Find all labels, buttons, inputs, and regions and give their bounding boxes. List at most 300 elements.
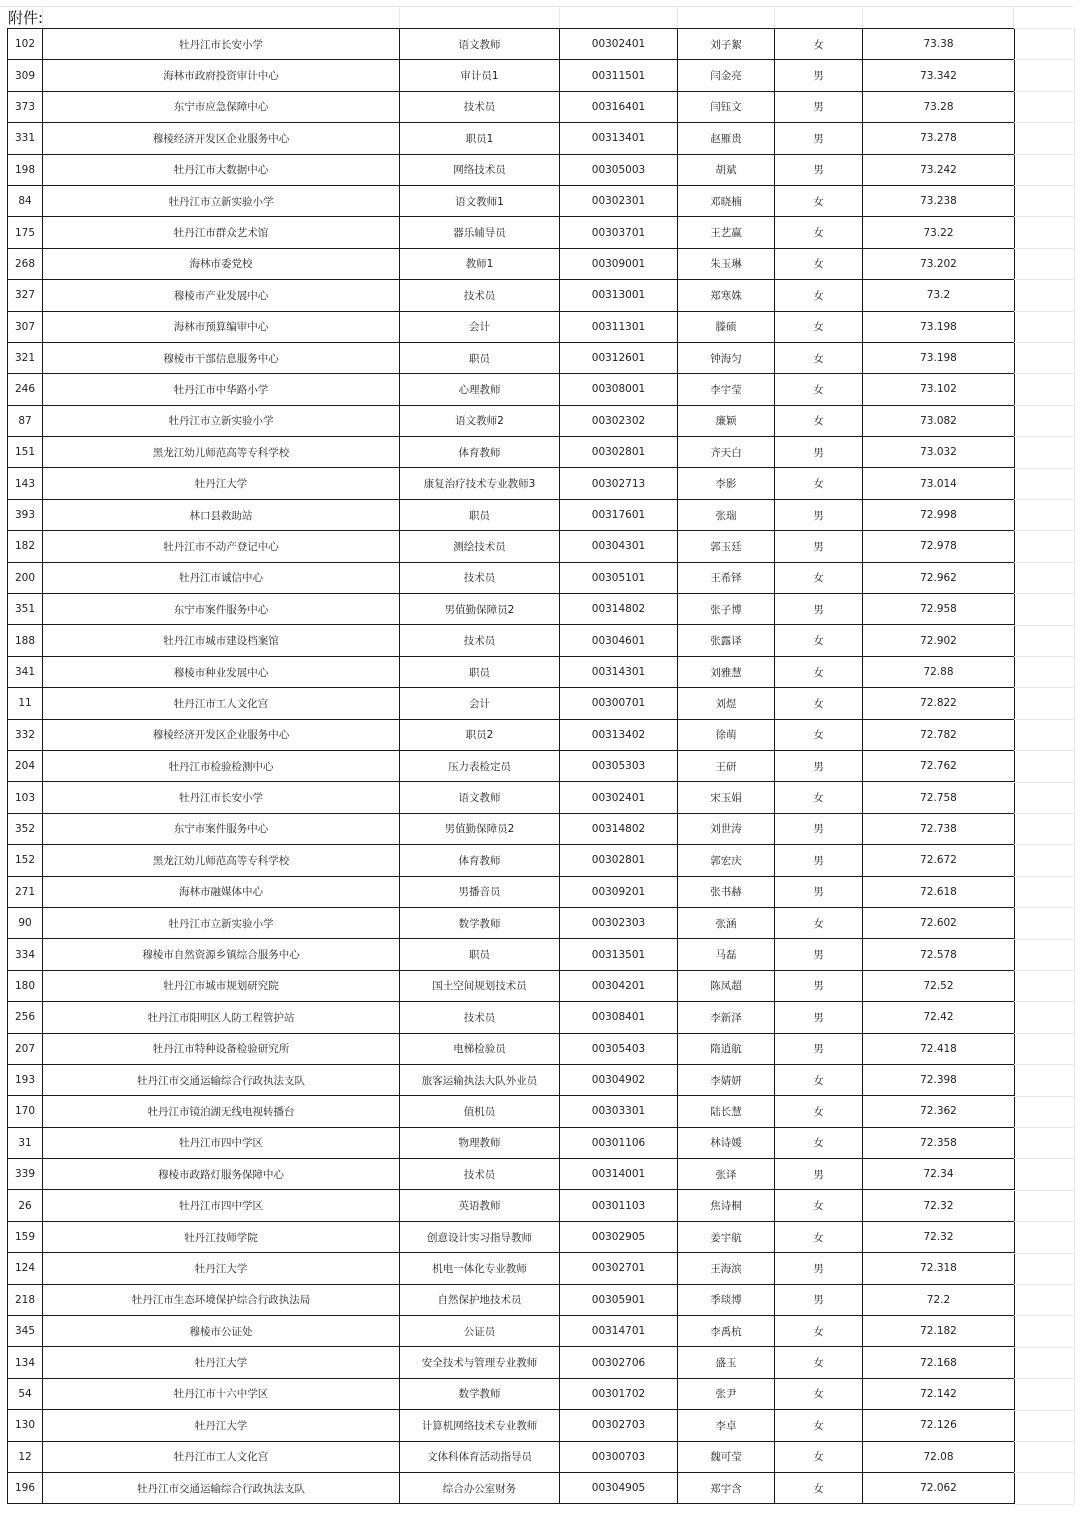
cell-position-code: 00317601 (560, 499, 678, 530)
cell-position: 技术员 (400, 91, 560, 122)
table-row (8, 1284, 1015, 1315)
cell-employer-unit: 牡丹江市生态环境保护综合行政执法局 (43, 1284, 400, 1315)
cell-serial-number: 334 (8, 939, 43, 970)
side-gridline (1014, 436, 1074, 437)
cell-gender: 女 (775, 405, 863, 436)
side-gridline (1014, 91, 1074, 92)
cell-position-code: 00300703 (560, 1441, 678, 1472)
cell-position: 旅客运输执法大队外业员 (400, 1064, 560, 1095)
cell-position-code: 00305403 (560, 1033, 678, 1064)
cell-score: 72.738 (863, 813, 1015, 844)
table-row (8, 374, 1015, 405)
cell-position: 计算机网络技术专业教师 (400, 1410, 560, 1441)
cell-serial-number: 12 (8, 1441, 43, 1472)
cell-score: 72.958 (863, 594, 1015, 625)
cell-position: 男值勤保障员2 (400, 594, 560, 625)
cell-position-code: 00308001 (560, 374, 678, 405)
table-row (8, 1159, 1015, 1190)
results-table (7, 28, 1015, 1504)
cell-position-code: 00304905 (560, 1472, 678, 1503)
cell-score: 73.2 (863, 280, 1015, 311)
cell-score: 73.38 (863, 29, 1015, 60)
cell-candidate-name: 宋玉娟 (678, 782, 775, 813)
cell-serial-number: 103 (8, 782, 43, 813)
cell-employer-unit: 牡丹江市不动产登记中心 (43, 531, 400, 562)
cell-serial-number: 200 (8, 562, 43, 593)
cell-candidate-name: 张尹 (678, 1378, 775, 1409)
cell-serial-number: 256 (8, 1002, 43, 1033)
cell-position: 网络技术员 (400, 154, 560, 185)
table-row (8, 29, 1015, 60)
cell-gender: 女 (775, 1441, 863, 1472)
cell-score: 72.578 (863, 939, 1015, 970)
cell-candidate-name: 赵雁贵 (678, 123, 775, 154)
cell-candidate-name: 闫金亮 (678, 60, 775, 91)
cell-position-code: 00302701 (560, 1253, 678, 1284)
cell-candidate-name: 魏可莹 (678, 1441, 775, 1472)
cell-candidate-name: 李禹杭 (678, 1316, 775, 1347)
cell-serial-number: 207 (8, 1033, 43, 1064)
cell-position: 男播音员 (400, 876, 560, 907)
table-row (8, 1472, 1015, 1503)
cell-gender: 女 (775, 468, 863, 499)
cell-score: 72.32 (863, 1221, 1015, 1252)
side-gridline (1014, 373, 1074, 374)
cell-position-code: 00301103 (560, 1190, 678, 1221)
cell-serial-number: 307 (8, 311, 43, 342)
cell-gender: 男 (775, 1284, 863, 1315)
cell-position-code: 00301106 (560, 1127, 678, 1158)
side-gridline (1014, 1253, 1074, 1254)
side-gridline (1014, 1096, 1074, 1097)
cell-employer-unit: 黑龙江幼儿师范高等专科学校 (43, 845, 400, 876)
table-row (8, 939, 1015, 970)
cell-position-code: 00313501 (560, 939, 678, 970)
cell-position: 职员 (400, 342, 560, 373)
side-gridline (1014, 970, 1074, 971)
cell-gender: 男 (775, 750, 863, 781)
cell-candidate-name: 王研 (678, 750, 775, 781)
cell-candidate-name: 隋逍航 (678, 1033, 775, 1064)
side-gridline (1014, 28, 1074, 29)
side-gridline (1014, 499, 1074, 500)
cell-position: 语文教师 (400, 782, 560, 813)
table-row (8, 531, 1015, 562)
cell-gender: 男 (775, 437, 863, 468)
cell-position-code: 00303301 (560, 1096, 678, 1127)
cell-gender: 男 (775, 970, 863, 1001)
cell-gender: 女 (775, 342, 863, 373)
cell-serial-number: 134 (8, 1347, 43, 1378)
cell-score: 72.602 (863, 907, 1015, 938)
cell-gender: 男 (775, 531, 863, 562)
cell-position: 综合办公室财务 (400, 1472, 560, 1503)
cell-candidate-name: 徐萌 (678, 719, 775, 750)
cell-position-code: 00314301 (560, 656, 678, 687)
table-row (8, 91, 1015, 122)
cell-position: 职员1 (400, 123, 560, 154)
side-gridline (1014, 216, 1074, 217)
cell-position-code: 00305303 (560, 750, 678, 781)
cell-serial-number: 332 (8, 719, 43, 750)
table-row (8, 437, 1015, 468)
cell-score: 73.198 (863, 342, 1015, 373)
cell-gender: 女 (775, 29, 863, 60)
cell-gender: 女 (775, 1472, 863, 1503)
side-gridline (1014, 1441, 1074, 1442)
cell-candidate-name: 李卓 (678, 1410, 775, 1441)
cell-score: 72.762 (863, 750, 1015, 781)
cell-employer-unit: 林口县救助站 (43, 499, 400, 530)
side-gridline (1014, 1190, 1074, 1191)
cell-serial-number: 246 (8, 374, 43, 405)
cell-serial-number: 11 (8, 688, 43, 719)
cell-position-code: 00304601 (560, 625, 678, 656)
cell-serial-number: 339 (8, 1159, 43, 1190)
cell-employer-unit: 海林市融媒体中心 (43, 876, 400, 907)
cell-employer-unit: 牡丹江市诚信中心 (43, 562, 400, 593)
cell-serial-number: 351 (8, 594, 43, 625)
cell-candidate-name: 张瑞 (678, 499, 775, 530)
cell-position-code: 00302303 (560, 907, 678, 938)
cell-serial-number: 26 (8, 1190, 43, 1221)
cell-candidate-name: 陈凤超 (678, 970, 775, 1001)
side-gridline (1014, 562, 1074, 563)
cell-position-code: 00309201 (560, 876, 678, 907)
cell-employer-unit: 牡丹江大学 (43, 1253, 400, 1284)
cell-employer-unit: 牡丹江市工人文化宫 (43, 688, 400, 719)
table-row (8, 782, 1015, 813)
cell-position: 心理教师 (400, 374, 560, 405)
cell-position-code: 00302905 (560, 1221, 678, 1252)
side-gridline (1014, 342, 1074, 343)
cell-employer-unit: 牡丹江市交通运输综合行政执法支队 (43, 1472, 400, 1503)
cell-position-code: 00302302 (560, 405, 678, 436)
cell-position: 公证员 (400, 1316, 560, 1347)
cell-score: 72.358 (863, 1127, 1015, 1158)
cell-position: 语文教师2 (400, 405, 560, 436)
table-row (8, 1253, 1015, 1284)
cell-employer-unit: 牡丹江市立新实验小学 (43, 405, 400, 436)
cell-position-code: 00302401 (560, 29, 678, 60)
cell-position: 物理教师 (400, 1127, 560, 1158)
cell-serial-number: 193 (8, 1064, 43, 1095)
cell-position-code: 00308401 (560, 1002, 678, 1033)
cell-employer-unit: 牡丹江技师学院 (43, 1221, 400, 1252)
cell-gender: 女 (775, 688, 863, 719)
cell-score: 72.062 (863, 1472, 1015, 1503)
cell-gender: 男 (775, 1253, 863, 1284)
cell-position-code: 00314001 (560, 1159, 678, 1190)
cell-candidate-name: 朱玉琳 (678, 248, 775, 279)
cell-employer-unit: 穆棱经济开发区企业服务中心 (43, 123, 400, 154)
cell-serial-number: 188 (8, 625, 43, 656)
cell-score: 72.962 (863, 562, 1015, 593)
cell-gender: 男 (775, 499, 863, 530)
cell-gender: 男 (775, 1159, 863, 1190)
cell-score: 73.342 (863, 60, 1015, 91)
table-row (8, 60, 1015, 91)
cell-score: 72.822 (863, 688, 1015, 719)
cell-position-code: 00316401 (560, 91, 678, 122)
cell-position: 职员 (400, 499, 560, 530)
table-row (8, 562, 1015, 593)
cell-candidate-name: 郭宏庆 (678, 845, 775, 876)
cell-serial-number: 87 (8, 405, 43, 436)
cell-employer-unit: 牡丹江大学 (43, 468, 400, 499)
cell-position: 值机员 (400, 1096, 560, 1127)
cell-gender: 女 (775, 1221, 863, 1252)
cell-candidate-name: 闫钰文 (678, 91, 775, 122)
cell-position-code: 00302401 (560, 782, 678, 813)
table-row (8, 876, 1015, 907)
cell-serial-number: 182 (8, 531, 43, 562)
cell-gender: 女 (775, 719, 863, 750)
cell-serial-number: 143 (8, 468, 43, 499)
cell-employer-unit: 牡丹江市立新实验小学 (43, 907, 400, 938)
cell-candidate-name: 郭玉廷 (678, 531, 775, 562)
side-gridline (1014, 1127, 1074, 1128)
side-gridline (1014, 1472, 1074, 1473)
cell-score: 73.202 (863, 248, 1015, 279)
cell-score: 72.978 (863, 531, 1015, 562)
cell-score: 72.142 (863, 1378, 1015, 1409)
table-row (8, 750, 1015, 781)
cell-candidate-name: 郑宇含 (678, 1472, 775, 1503)
cell-position: 国土空间规划技术员 (400, 970, 560, 1001)
cell-candidate-name: 张涵 (678, 907, 775, 938)
cell-employer-unit: 黑龙江幼儿师范高等专科学校 (43, 437, 400, 468)
cell-gender: 女 (775, 374, 863, 405)
table-row (8, 405, 1015, 436)
cell-serial-number: 124 (8, 1253, 43, 1284)
cell-employer-unit: 穆棱市种业发展中心 (43, 656, 400, 687)
cell-score: 72.398 (863, 1064, 1015, 1095)
cell-position: 会计 (400, 688, 560, 719)
cell-serial-number: 196 (8, 1472, 43, 1503)
cell-employer-unit: 穆棱经济开发区企业服务中心 (43, 719, 400, 750)
cell-gender: 女 (775, 625, 863, 656)
cell-gender: 女 (775, 217, 863, 248)
cell-score: 73.032 (863, 437, 1015, 468)
cell-candidate-name: 郑寒姝 (678, 280, 775, 311)
side-gridline (1014, 719, 1074, 720)
cell-gender: 男 (775, 845, 863, 876)
cell-serial-number: 130 (8, 1410, 43, 1441)
table-row (8, 1096, 1015, 1127)
cell-gender: 女 (775, 1096, 863, 1127)
cell-gender: 女 (775, 1064, 863, 1095)
table-row (8, 845, 1015, 876)
table-row (8, 1378, 1015, 1409)
cell-employer-unit: 牡丹江市中华路小学 (43, 374, 400, 405)
cell-candidate-name: 李婧妍 (678, 1064, 775, 1095)
table-row (8, 280, 1015, 311)
table-row (8, 1410, 1015, 1441)
cell-position-code: 00302706 (560, 1347, 678, 1378)
cell-candidate-name: 胡斌 (678, 154, 775, 185)
cell-position: 语文教师 (400, 29, 560, 60)
side-gridline (1014, 1158, 1074, 1159)
cell-gender: 女 (775, 562, 863, 593)
cell-employer-unit: 穆棱市干部信息服务中心 (43, 342, 400, 373)
cell-gender: 男 (775, 1033, 863, 1064)
cell-position-code: 00304301 (560, 531, 678, 562)
cell-employer-unit: 牡丹江市群众艺术馆 (43, 217, 400, 248)
side-gridline (1014, 1410, 1074, 1411)
cell-gender: 女 (775, 1410, 863, 1441)
cell-position-code: 00311501 (560, 60, 678, 91)
cell-position-code: 00302713 (560, 468, 678, 499)
cell-position: 康复治疗技术专业教师3 (400, 468, 560, 499)
cell-gender: 女 (775, 280, 863, 311)
cell-score: 73.28 (863, 91, 1015, 122)
cell-position: 体育教师 (400, 437, 560, 468)
table-row (8, 248, 1015, 279)
cell-serial-number: 393 (8, 499, 43, 530)
cell-position-code: 00304902 (560, 1064, 678, 1095)
cell-position-code: 00313001 (560, 280, 678, 311)
cell-score: 72.42 (863, 1002, 1015, 1033)
side-gridline (1014, 876, 1074, 877)
cell-employer-unit: 穆棱市政路灯服务保障中心 (43, 1159, 400, 1190)
cell-score: 72.758 (863, 782, 1015, 813)
cell-position: 器乐辅导员 (400, 217, 560, 248)
cell-serial-number: 331 (8, 123, 43, 154)
cell-position: 技术员 (400, 562, 560, 593)
side-gridline (1014, 687, 1074, 688)
cell-score: 72.34 (863, 1159, 1015, 1190)
table-row (8, 154, 1015, 185)
table-row (8, 342, 1015, 373)
cell-score: 72.672 (863, 845, 1015, 876)
cell-position-code: 00303701 (560, 217, 678, 248)
cell-candidate-name: 李宇莹 (678, 374, 775, 405)
cell-score: 73.198 (863, 311, 1015, 342)
cell-position-code: 00305101 (560, 562, 678, 593)
cell-serial-number: 152 (8, 845, 43, 876)
cell-candidate-name: 李新泽 (678, 1002, 775, 1033)
side-gridline (1014, 1033, 1074, 1034)
cell-candidate-name: 焦诗桐 (678, 1190, 775, 1221)
cell-employer-unit: 牡丹江市十六中学区 (43, 1378, 400, 1409)
table-row (8, 970, 1015, 1001)
cell-position: 审计员1 (400, 60, 560, 91)
cell-candidate-name: 林诗媛 (678, 1127, 775, 1158)
side-gridline (1014, 248, 1074, 249)
cell-gender: 男 (775, 123, 863, 154)
cell-position: 技术员 (400, 625, 560, 656)
cell-employer-unit: 海林市预算编审中心 (43, 311, 400, 342)
cell-position: 男值勤保障员2 (400, 813, 560, 844)
cell-candidate-name: 张书赫 (678, 876, 775, 907)
table-row (8, 719, 1015, 750)
cell-employer-unit: 牡丹江市长安小学 (43, 29, 400, 60)
cell-position: 职员 (400, 656, 560, 687)
cell-position-code: 00301702 (560, 1378, 678, 1409)
cell-gender: 女 (775, 656, 863, 687)
table-row (8, 1127, 1015, 1158)
cell-score: 72.418 (863, 1033, 1015, 1064)
cell-gender: 男 (775, 1002, 863, 1033)
cell-serial-number: 309 (8, 60, 43, 91)
cell-position: 数学教师 (400, 1378, 560, 1409)
attachment-label: 附件: (8, 9, 44, 27)
side-gridline (1014, 1064, 1074, 1065)
cell-employer-unit: 牡丹江市四中学区 (43, 1127, 400, 1158)
cell-position-code: 00314802 (560, 594, 678, 625)
side-gridline (1014, 311, 1074, 312)
cell-employer-unit: 牡丹江市镜泊湖无线电视转播台 (43, 1096, 400, 1127)
cell-position-code: 00311301 (560, 311, 678, 342)
cell-score: 72.88 (863, 656, 1015, 687)
side-gridline (1014, 813, 1074, 814)
side-gridline (1014, 1284, 1074, 1285)
cell-candidate-name: 王艺赢 (678, 217, 775, 248)
side-gridline (1014, 907, 1074, 908)
cell-score: 72.362 (863, 1096, 1015, 1127)
cell-candidate-name: 滕硕 (678, 311, 775, 342)
cell-employer-unit: 东宁市案件服务中心 (43, 813, 400, 844)
cell-position-code: 00304201 (560, 970, 678, 1001)
cell-gender: 女 (775, 1190, 863, 1221)
cell-serial-number: 151 (8, 437, 43, 468)
cell-gender: 女 (775, 1316, 863, 1347)
table-row (8, 185, 1015, 216)
cell-candidate-name: 刘子絮 (678, 29, 775, 60)
cell-candidate-name: 刘雅慧 (678, 656, 775, 687)
cell-gender: 女 (775, 1127, 863, 1158)
cell-employer-unit: 牡丹江市立新实验小学 (43, 185, 400, 216)
cell-position: 自然保护地技术员 (400, 1284, 560, 1315)
cell-employer-unit: 海林市政府投资审计中心 (43, 60, 400, 91)
cell-score: 72.318 (863, 1253, 1015, 1284)
cell-gender: 男 (775, 60, 863, 91)
cell-employer-unit: 牡丹江市检验检测中心 (43, 750, 400, 781)
cell-gender: 女 (775, 248, 863, 279)
cell-candidate-name: 王海滨 (678, 1253, 775, 1284)
side-gridline (1014, 750, 1074, 751)
cell-position-code: 00314802 (560, 813, 678, 844)
cell-position-code: 00314701 (560, 1316, 678, 1347)
cell-employer-unit: 牡丹江大学 (43, 1347, 400, 1378)
cell-position: 创意设计实习指导教师 (400, 1221, 560, 1252)
table-row (8, 625, 1015, 656)
cell-position: 英语教师 (400, 1190, 560, 1221)
cell-gender: 男 (775, 813, 863, 844)
cell-position: 测绘技术员 (400, 531, 560, 562)
cell-position: 体育教师 (400, 845, 560, 876)
cell-gender: 女 (775, 1347, 863, 1378)
cell-position-code: 00302703 (560, 1410, 678, 1441)
cell-employer-unit: 东宁市案件服务中心 (43, 594, 400, 625)
side-gridline (1014, 1315, 1074, 1316)
cell-candidate-name: 廉颖 (678, 405, 775, 436)
cell-position-code: 00312601 (560, 342, 678, 373)
cell-candidate-name: 王希铎 (678, 562, 775, 593)
cell-position: 文体科体育活动指导员 (400, 1441, 560, 1472)
cell-position-code: 00300701 (560, 688, 678, 719)
cell-position: 机电一体化专业教师 (400, 1253, 560, 1284)
cell-serial-number: 218 (8, 1284, 43, 1315)
cell-candidate-name: 张露译 (678, 625, 775, 656)
cell-position: 技术员 (400, 1159, 560, 1190)
cell-candidate-name: 齐天白 (678, 437, 775, 468)
cell-serial-number: 268 (8, 248, 43, 279)
cell-position: 会计 (400, 311, 560, 342)
table-row (8, 813, 1015, 844)
cell-position: 教师1 (400, 248, 560, 279)
